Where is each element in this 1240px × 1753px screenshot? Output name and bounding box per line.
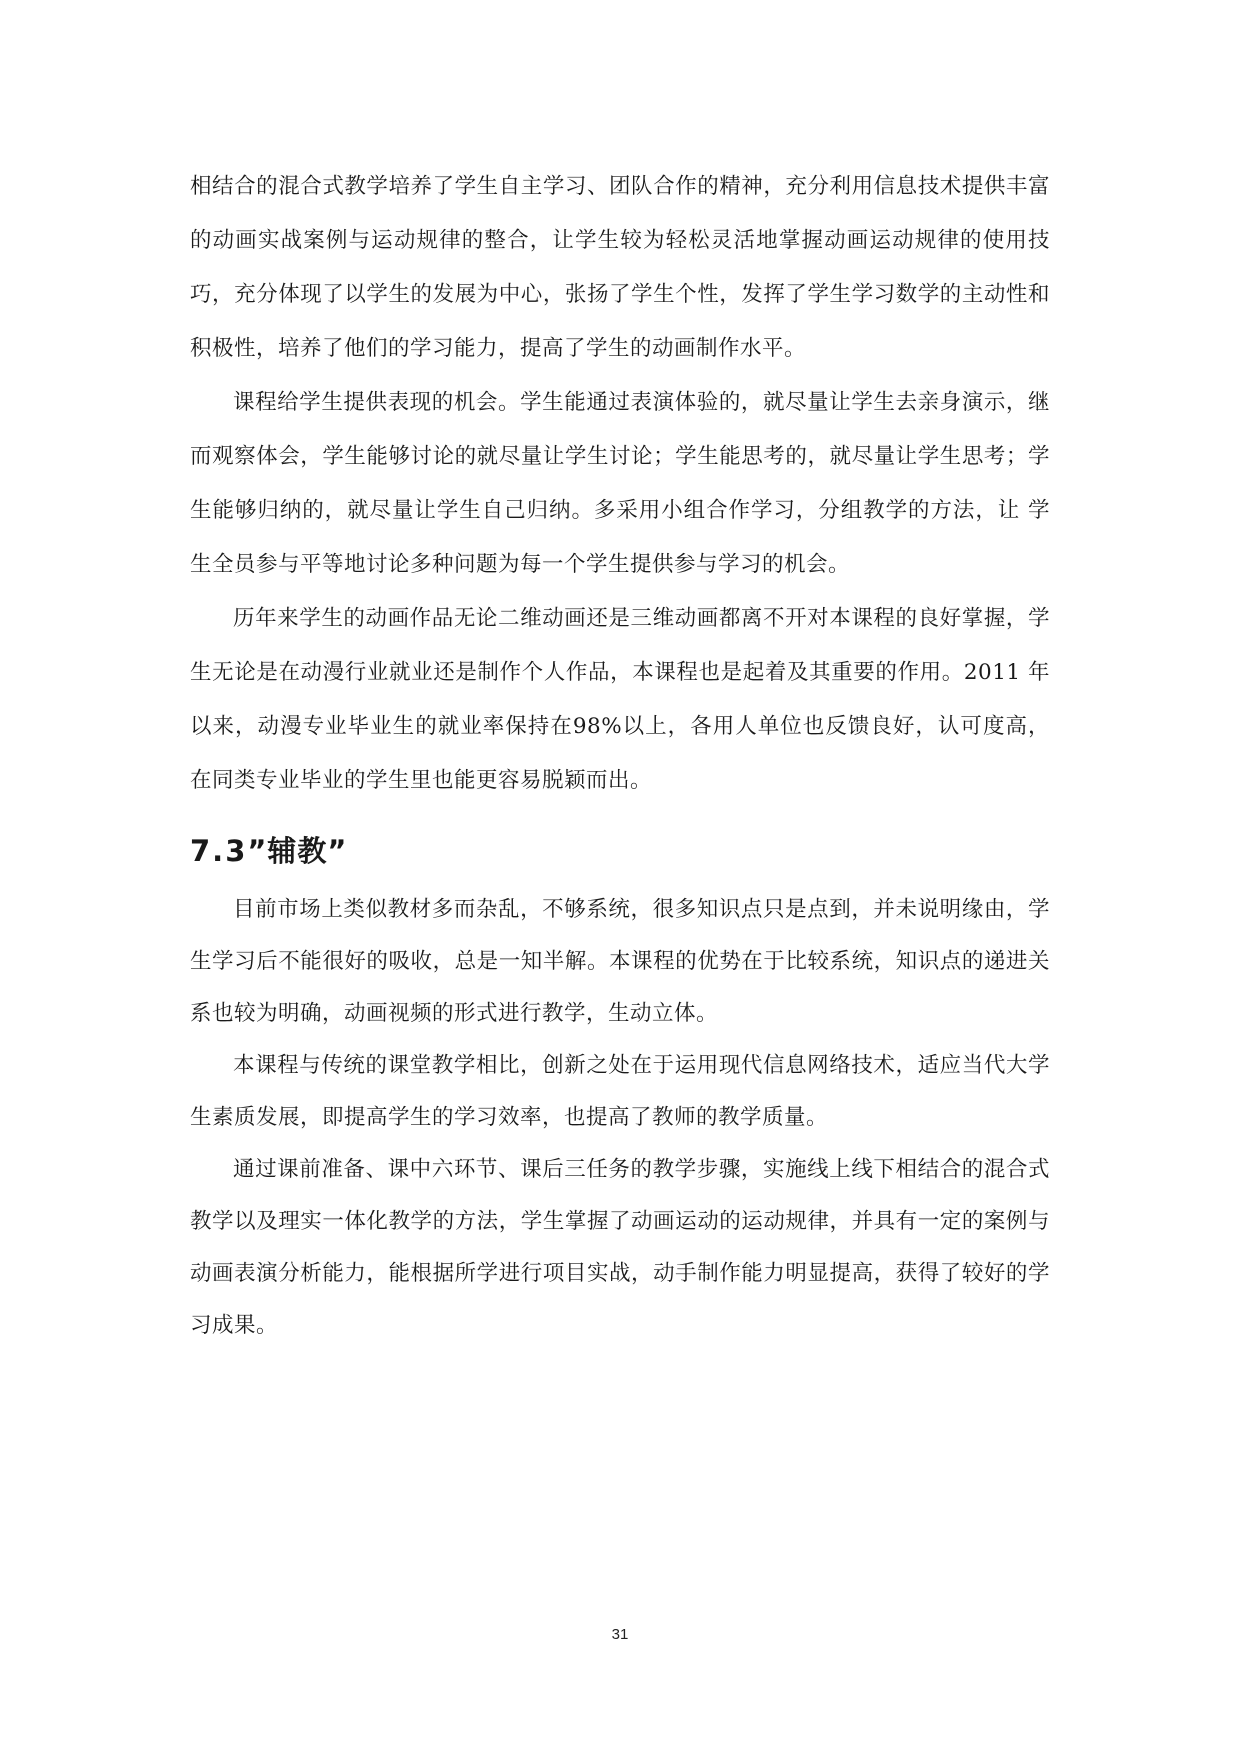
paragraph-teaching-steps: 通过课前准备、课中六环节、课后三任务的教学步骤，实施线上线下相结合的混合式教学以及理实一体化教学的方法，学生掌握了动画运动的运动规律，并具有一定的案例与动画表演分析能力，能根据所学进行项目实战，动手制作能力明显提高，获得了较好的学习成果。 — [190, 1157, 1050, 1338]
paragraph-innovation: 本课程与传统的课堂教学相比，创新之处在于运用现代信息网络技术，适应当代大学生素质发展，即提高学生的学习效率，也提高了教师的教学质量。 — [190, 1053, 1050, 1130]
paragraph-market-materials: 目前市场上类似教材多而杂乱，不够系统，很多知识点只是点到，并未说明缘由，学生学习后不能很好的吸收，总是一知半解。本课程的优势在于比较系统，知识点的递进关系也较为明确，动画视频的形式进行教学，生动立体。 — [190, 897, 1050, 1026]
section-number: 7.3 — [190, 834, 248, 868]
paragraph-employment-results: 历年来学生的动画作品无论二维动画还是三维动画都离不开对本课程的良好掌握，学生无论是在动漫行业就业还是制作个人作品，本课程也是起着及其重要的作用。2011 年以来，动漫专业毕业生的就业率保持在98%以上，各用人单位也反馈良好，认可度高，在同类专业毕业的学生里也能更容易脱颖而出。 — [190, 606, 1050, 793]
page-number: 31 — [611, 1626, 629, 1643]
section-title: ”辅教” — [247, 834, 348, 868]
section-body — [190, 884, 1050, 1352]
section-heading — [190, 830, 1050, 872]
paragraph-performance-opportunity: 课程给学生提供表现的机会。学生能通过表演体验的，就尽量让学生去亲身演示，继而观察体会，学生能够讨论的就尽量让学生讨论；学生能思考的，就尽量让学生思考；学生能够归纳的，就尽量让学生自己归纳。多采用小组合作学习，分组教学的方法，让 学生全员参与平等地讨论多种问题为每一个学生提供参与学习的机会。 — [190, 390, 1050, 577]
paragraph-continuation: 相结合的混合式教学培养了学生自主学习、团队合作的精神，充分利用信息技术提供丰富的动画实战案例与运动规律的整合，让学生较为轻松灵活地掌握动画运动规律的使用技巧，充分体现了以学生的发展为中心，张扬了学生个性，发挥了学生学习数学的主动性和积极性，培养了他们的学习能力，提高了学生的动画制作水平。 — [190, 174, 1050, 361]
page-body — [190, 160, 1050, 1352]
